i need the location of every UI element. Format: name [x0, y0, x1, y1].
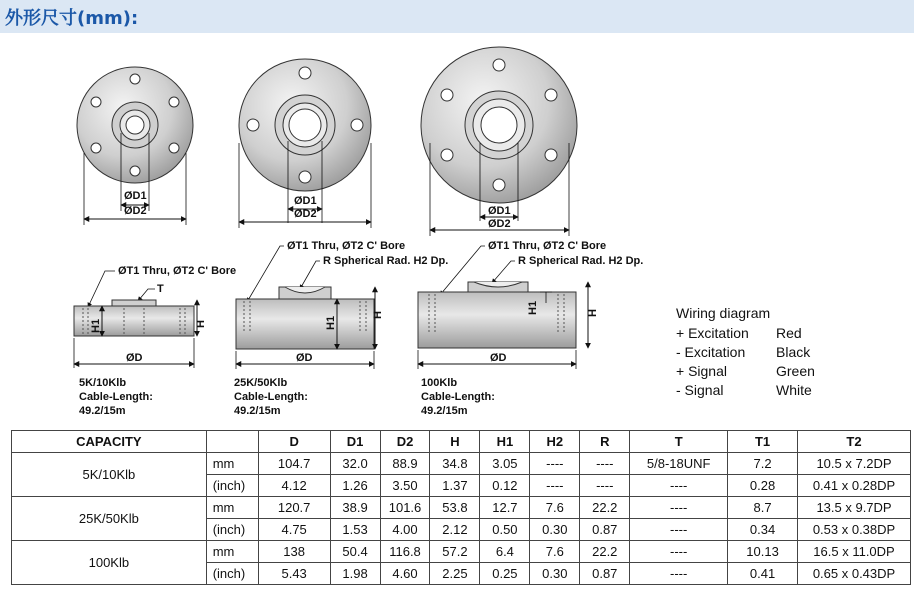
value-cell: 6.4 [480, 541, 530, 563]
side-callout-radius: R Spherical Rad. H2 Dp. [323, 255, 449, 267]
unit-cell: mm [206, 453, 258, 475]
wiring-color: Black [776, 344, 811, 360]
table-header-cell: T1 [728, 431, 798, 453]
value-cell: 120.7 [258, 497, 330, 519]
value-cell: 4.12 [258, 475, 330, 497]
value-cell: 32.0 [330, 453, 380, 475]
wiring-signal: - Excitation [676, 344, 746, 360]
table-header-cell: T2 [798, 431, 911, 453]
value-cell: 0.12 [480, 475, 530, 497]
wiring-row [676, 325, 815, 344]
wiring-row [676, 382, 815, 401]
value-cell: 22.2 [580, 541, 630, 563]
wiring-diagram [676, 305, 815, 401]
side-h1-label: H1 [325, 315, 337, 330]
caption-cable-length: 49.2/15m [421, 405, 468, 417]
table-header-cell: CAPACITY [12, 431, 207, 453]
wiring-color: Green [776, 363, 815, 379]
side-d-label: ØD [490, 352, 507, 364]
side-h-label: H [587, 309, 599, 317]
caption-cable-label: Cable-Length: [421, 391, 495, 403]
top-view-100k [421, 47, 577, 236]
value-cell: 22.2 [580, 497, 630, 519]
section-header [0, 0, 914, 33]
value-cell: 12.7 [480, 497, 530, 519]
table-row [12, 453, 911, 475]
side-h1-label: H1 [527, 300, 539, 315]
table-header-cell [206, 431, 258, 453]
value-cell: 2.25 [430, 563, 480, 585]
value-cell: 34.8 [430, 453, 480, 475]
value-cell: 2.12 [430, 519, 480, 541]
side-d-label: ØD [126, 352, 143, 364]
wiring-title: Wiring diagram [676, 305, 771, 321]
value-cell: 0.87 [580, 563, 630, 585]
value-cell: 13.5 x 9.7DP [798, 497, 911, 519]
top-view-d1-label: ØD1 [294, 195, 317, 207]
capacity-cell: 25K/50Klb [12, 497, 207, 541]
side-caption-25k [234, 376, 308, 418]
value-cell: 0.53 x 0.38DP [798, 519, 911, 541]
wiring-signal: + Signal [676, 363, 727, 379]
top-view-d1-label: ØD1 [124, 190, 147, 202]
side-d-label: ØD [296, 352, 313, 364]
value-cell: 4.75 [258, 519, 330, 541]
caption-capacity: 5K/10Klb [79, 377, 127, 389]
value-cell: ---- [580, 475, 630, 497]
table-header-cell: R [580, 431, 630, 453]
value-cell: 0.87 [580, 519, 630, 541]
caption-cable-length: 49.2/15m [234, 405, 281, 417]
side-callout-thread: T [157, 283, 164, 295]
value-cell: 0.41 [728, 563, 798, 585]
wiring-row [676, 363, 815, 382]
table-header-cell: H1 [480, 431, 530, 453]
value-cell: ---- [580, 453, 630, 475]
value-cell: 0.41 x 0.28DP [798, 475, 911, 497]
value-cell: ---- [630, 563, 728, 585]
top-view-d2-label: ØD2 [124, 205, 147, 217]
top-view-25k [239, 59, 371, 228]
value-cell: 4.60 [380, 563, 430, 585]
value-cell: 3.50 [380, 475, 430, 497]
table-header-cell: H [430, 431, 480, 453]
value-cell: 8.7 [728, 497, 798, 519]
value-cell: 4.00 [380, 519, 430, 541]
side-view-5k [74, 265, 236, 368]
value-cell: ---- [530, 453, 580, 475]
value-cell: 1.53 [330, 519, 380, 541]
table-header-cell: T [630, 431, 728, 453]
table-row [12, 541, 911, 563]
section-title: 外形尺寸(mm): [5, 8, 139, 29]
side-callout-bore: ØT1 Thru, ØT2 C' Bore [118, 265, 237, 277]
unit-cell: (inch) [206, 519, 258, 541]
top-view-5k [77, 67, 193, 225]
value-cell: 7.6 [530, 497, 580, 519]
value-cell: 38.9 [330, 497, 380, 519]
value-cell: 10.13 [728, 541, 798, 563]
value-cell: 53.8 [430, 497, 480, 519]
value-cell: 88.9 [380, 453, 430, 475]
value-cell: 16.5 x 11.0DP [798, 541, 911, 563]
value-cell: ---- [630, 541, 728, 563]
top-view-d2-label: ØD2 [488, 218, 511, 230]
wiring-signal: - Signal [676, 382, 724, 398]
value-cell: 0.25 [480, 563, 530, 585]
value-cell: 5.43 [258, 563, 330, 585]
value-cell: 0.65 x 0.43DP [798, 563, 911, 585]
capacity-cell: 5K/10Klb [12, 453, 207, 497]
caption-cable-label: Cable-Length: [79, 391, 153, 403]
value-cell: 10.5 x 7.2DP [798, 453, 911, 475]
top-view-d1-label: ØD1 [488, 205, 511, 217]
value-cell: 3.05 [480, 453, 530, 475]
value-cell: ---- [530, 475, 580, 497]
value-cell: 7.6 [530, 541, 580, 563]
value-cell: 0.30 [530, 563, 580, 585]
caption-capacity: 100Klb [421, 377, 458, 389]
unit-cell: (inch) [206, 563, 258, 585]
wiring-row [676, 344, 815, 363]
wiring-color: White [776, 382, 812, 398]
specification-table [11, 430, 911, 585]
table-row [12, 497, 911, 519]
unit-cell: (inch) [206, 475, 258, 497]
value-cell: 104.7 [258, 453, 330, 475]
value-cell: 116.8 [380, 541, 430, 563]
side-view-25k [236, 240, 448, 369]
value-cell: 1.37 [430, 475, 480, 497]
top-view-d2-label: ØD2 [294, 208, 317, 220]
value-cell: 0.28 [728, 475, 798, 497]
side-h-label: H [372, 311, 384, 319]
side-callout-radius: R Spherical Rad. H2 Dp. [518, 255, 644, 267]
wiring-signal: + Excitation [676, 325, 749, 341]
value-cell: 0.34 [728, 519, 798, 541]
value-cell: 0.30 [530, 519, 580, 541]
table-header-cell: D [258, 431, 330, 453]
value-cell: ---- [630, 475, 728, 497]
value-cell: 1.98 [330, 563, 380, 585]
side-callout-bore: ØT1 Thru, ØT2 C' Bore [287, 240, 406, 252]
wiring-color: Red [776, 325, 802, 341]
side-h1-label: H1 [90, 318, 102, 333]
caption-capacity: 25K/50Klb [234, 377, 288, 389]
value-cell: 5/8-18UNF [630, 453, 728, 475]
table-header-cell: D2 [380, 431, 430, 453]
caption-cable-label: Cable-Length: [234, 391, 308, 403]
side-caption-5k [79, 376, 153, 418]
value-cell: 57.2 [430, 541, 480, 563]
value-cell: 138 [258, 541, 330, 563]
value-cell: 50.4 [330, 541, 380, 563]
side-h-label: H [195, 320, 207, 328]
side-callout-bore: ØT1 Thru, ØT2 C' Bore [488, 240, 607, 252]
side-caption-100k [421, 376, 495, 418]
side-view-100k [418, 240, 643, 369]
value-cell: ---- [630, 497, 728, 519]
table-header-cell: H2 [530, 431, 580, 453]
table-header-cell: D1 [330, 431, 380, 453]
unit-cell: mm [206, 541, 258, 563]
value-cell: 7.2 [728, 453, 798, 475]
caption-cable-length: 49.2/15m [79, 405, 126, 417]
value-cell: 101.6 [380, 497, 430, 519]
value-cell: 1.26 [330, 475, 380, 497]
unit-cell: mm [206, 497, 258, 519]
table-header-row [12, 431, 911, 453]
value-cell: ---- [630, 519, 728, 541]
capacity-cell: 100Klb [12, 541, 207, 585]
value-cell: 0.50 [480, 519, 530, 541]
